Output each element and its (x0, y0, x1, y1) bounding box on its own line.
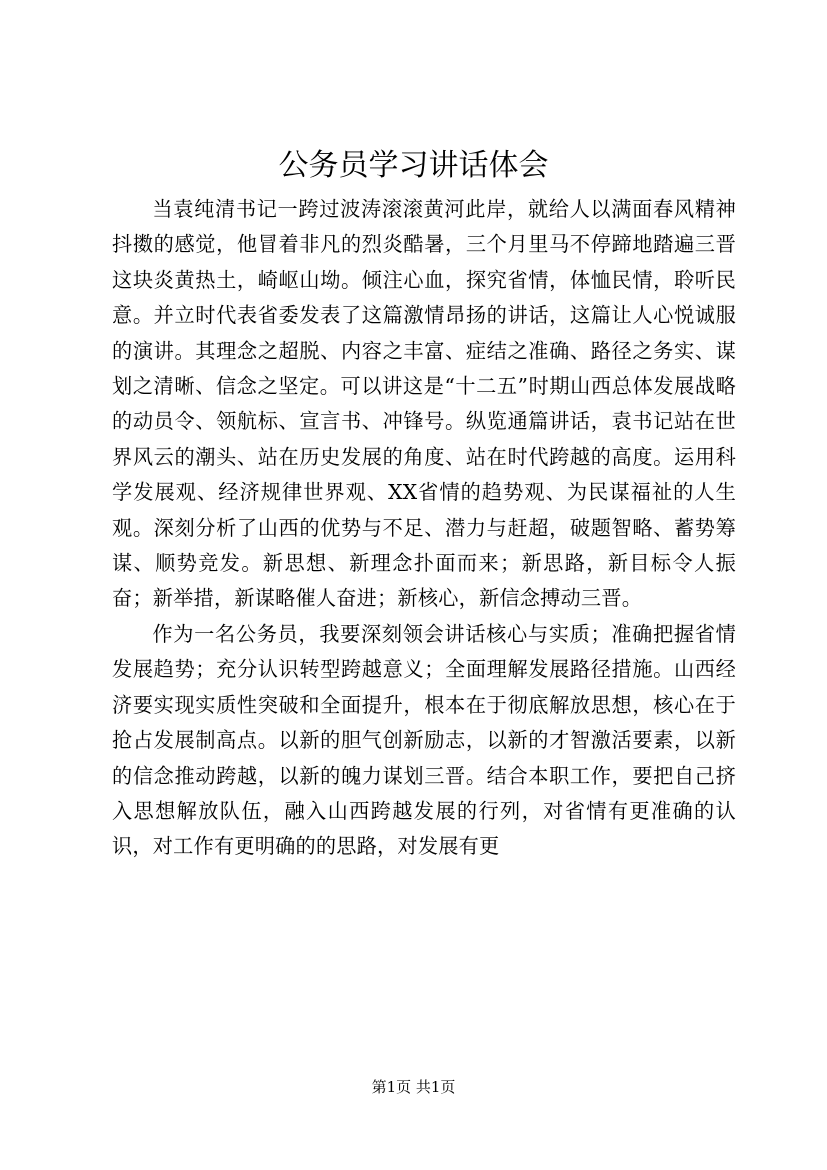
document-title: 公务员学习讲话体会 (278, 148, 549, 183)
paragraph-2: 作为一名公务员，我要深刻领会讲话核心与实质；准确把握省情发展趋势；充分认识转型跨越意义；全面理解发展路径措施。山西经济要实现实质性突破和全面提升，根本在于彻底解放思想，核心在于抢占发展制高点。以新的胆气创新励志，以新的才智激活要素，以新的信念推动跨越，以新的魄力谋划三晋。结合本职工作，要把自己挤入思想解放队伍，融入山西跨越发展的行列，对省情有更准确的认识，对工作有更明确的的思路，对发展有更 (112, 621, 736, 859)
page-footer: 第1页 共1页 (371, 1078, 456, 1096)
paragraph-1: 当袁纯清书记一跨过波涛滚滚黄河此岸，就给人以满面春风精神抖擞的感觉，他冒着非凡的烈炎酷暑，三个月里马不停蹄地踏遍三晋这块炎黄热土，崎岖山坳。倾注心血，探究省情，体恤民情，聆听民意。并立时代表省委发表了这篇激情昂扬的讲话，这篇让人心悦诚服的演讲。其理念之超脱、内容之丰富、症结之准确、路径之务实、谋划之清晰、信念之坚定。可以讲这是“十二五”时期山西总体发展战略的动员令、领航标、宣言书、冲锋号。纵览通篇讲话，袁书记站在世界风云的潮头、站在历史发展的角度、站在时代跨越的高度。运用科学发展观、经济规律世界观、XX省情的趋势观、为民谋福祉的人生观。深刻分析了山西的优势与不足、潜力与赶超，破题智略、蓄势筹谋、顺势竞发。新思想、新理念扑面而来；新思路，新目标令人振奋；新举措，新谋略催人奋进；新核心，新信念搏动三晋。 (112, 197, 736, 611)
document-body (112, 192, 736, 865)
